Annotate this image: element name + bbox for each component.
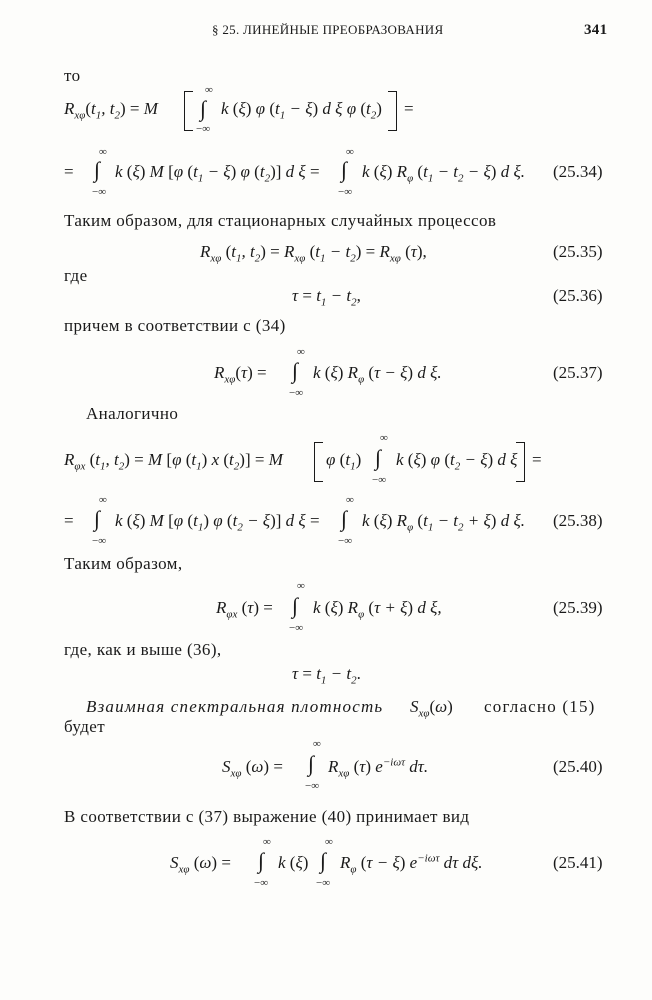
eq-25-36: $\tau = t_1 - t_2$, (292, 286, 361, 309)
eq-tau-repeat: $\tau = t_1 - t_2$. (292, 664, 361, 687)
eq-37-rhs: k (ξ) $R_\varphi$ (τ − ξ) d ξ. (313, 363, 442, 386)
equation-number: (25.38) (553, 511, 603, 530)
eq-rxphi-def-body: k (ξ) φ $(t_1 - \xi)$ d ξ φ $(t_2)$ (221, 99, 382, 122)
bracket-left (314, 442, 323, 482)
eq-38-part1: k (ξ) M [φ $(t_1)$ φ $(t_2 - \xi)$] d ξ = (115, 511, 320, 534)
upper-limit: ∞ (99, 494, 107, 506)
equation-number: (25.37) (553, 363, 603, 382)
eq-38-part2: k (ξ) $R_\varphi$ $(t_1 - t_2 + \xi)$ d ξ. (362, 511, 525, 534)
lower-limit: −∞ (196, 123, 211, 135)
eq-41-rhs: $R_\varphi$ (τ − ξ) $e^{-i\omega\tau}$ dτ dξ. (340, 852, 483, 876)
bracket-right (516, 442, 525, 482)
lower-limit: −∞ (92, 186, 107, 198)
eq-rphix-phi: φ $(t_1)$ (326, 450, 362, 473)
integral-sign: ∫ (94, 506, 101, 531)
text-paragraph: Таким образом, (64, 554, 183, 573)
integral-sign: ∫ (94, 157, 101, 182)
lower-limit: −∞ (289, 622, 304, 634)
eq-41-lhs: $S_{x\varphi}$ (ω) = (170, 853, 231, 876)
text-gde: где (64, 266, 88, 285)
lower-limit: −∞ (254, 877, 269, 889)
eq-34-part2: k (ξ) $R_\varphi$ $(t_1 - t_2 - \xi)$ d ξ. (362, 162, 525, 185)
bracket-left (184, 91, 193, 131)
text-paragraph: причем в соответствии с (34) (64, 316, 286, 335)
eq-rphix-body: k (ξ) φ $(t_2 - \xi)$ d ξ (396, 450, 518, 473)
equation-number: (25.40) (553, 757, 603, 776)
equation-number: (25.36) (553, 286, 603, 305)
text-paragraph: согласно (15) (484, 697, 596, 716)
text-paragraph: Таким образом, для стационарных случайных процессов (64, 211, 497, 230)
text-paragraph: где, как и выше (36), (64, 640, 222, 659)
eq-25-35: $R_{x\varphi}$ ($t_1$, $t_2) = R_{x\varphi}$ $(t_1 - t_2) = R_{x\varphi}$ (τ), (200, 242, 427, 265)
eq-equals: = (404, 99, 414, 118)
upper-limit: ∞ (297, 580, 305, 592)
equation-number: (25.39) (553, 598, 603, 617)
integral-sign: ∫ (292, 593, 299, 618)
eq-34-part1: k (ξ) M [φ $(t_1 - \xi)$ φ $(t_2)$] d ξ = (115, 162, 320, 185)
integral-sign: ∫ (308, 751, 315, 776)
lower-limit: −∞ (338, 186, 353, 198)
lower-limit: −∞ (316, 877, 331, 889)
lower-limit: −∞ (289, 387, 304, 399)
eq-39-lhs: $R_{\varphi x}$ (τ) = (216, 598, 273, 621)
eq-40-rhs: $R_{x\varphi}$ (τ) $e^{-i\omega\tau}$ dτ. (328, 756, 429, 780)
integral-sign: ∫ (320, 848, 327, 873)
equation-number: (25.41) (553, 853, 603, 872)
lower-limit: −∞ (305, 780, 320, 792)
equation-number: (25.34) (553, 162, 603, 181)
upper-limit: ∞ (263, 836, 271, 848)
eq-equals-start: = (64, 511, 74, 530)
page-number: 341 (584, 22, 608, 38)
upper-limit: ∞ (346, 494, 354, 506)
integral-sign: ∫ (258, 848, 265, 873)
upper-limit: ∞ (205, 84, 213, 96)
upper-limit: ∞ (380, 432, 388, 444)
upper-limit: ∞ (297, 346, 305, 358)
lower-limit: −∞ (92, 535, 107, 547)
eq-equals-start: = (64, 162, 74, 181)
lower-limit: −∞ (338, 535, 353, 547)
equation-number: (25.35) (553, 242, 603, 261)
running-header: § 25. ЛИНЕЙНЫЕ ПРЕОБРАЗОВАНИЯ (212, 22, 444, 37)
lower-limit: −∞ (372, 474, 387, 486)
text-paragraph: Аналогично (86, 404, 179, 423)
upper-limit: ∞ (99, 146, 107, 158)
upper-limit: ∞ (346, 146, 354, 158)
eq-equals: = (532, 450, 542, 469)
integral-sign: ∫ (341, 157, 348, 182)
text-paragraph: будет (64, 717, 106, 736)
upper-limit: ∞ (325, 836, 333, 848)
integral-sign: ∫ (341, 506, 348, 531)
integral-sign: ∫ (375, 445, 382, 470)
text-italic-term: Взаимная спектральная плотность (86, 697, 384, 716)
text-paragraph: В соответствии с (37) выражение (40) принимает вид (64, 807, 470, 826)
bracket-right (388, 91, 397, 131)
eq-39-rhs: k (ξ) $R_\varphi$ (τ + ξ) d ξ, (313, 598, 442, 621)
eq-sxphi-inline: $S_{x\varphi}(\omega)$ (410, 697, 453, 720)
upper-limit: ∞ (313, 738, 321, 750)
eq-41-k: k (ξ) (278, 853, 309, 872)
integral-sign: ∫ (292, 358, 299, 383)
eq-40-lhs: $S_{x\varphi}$ (ω) = (222, 757, 283, 780)
eq-37-lhs: $R_{x\varphi}(\tau)$ = (214, 363, 267, 386)
integral-sign: ∫ (200, 96, 207, 121)
eq-rphix-lhs: $R_{\varphi x}$ ($t_1$, $t_2) = M$ [φ $(t_1)$ x $(t_2)] = M$ (64, 450, 283, 473)
text-to: то (64, 66, 81, 85)
eq-rxphi-def-lhs: $R_{x\varphi}(t_1$, $t_2) = M$ (64, 99, 158, 122)
